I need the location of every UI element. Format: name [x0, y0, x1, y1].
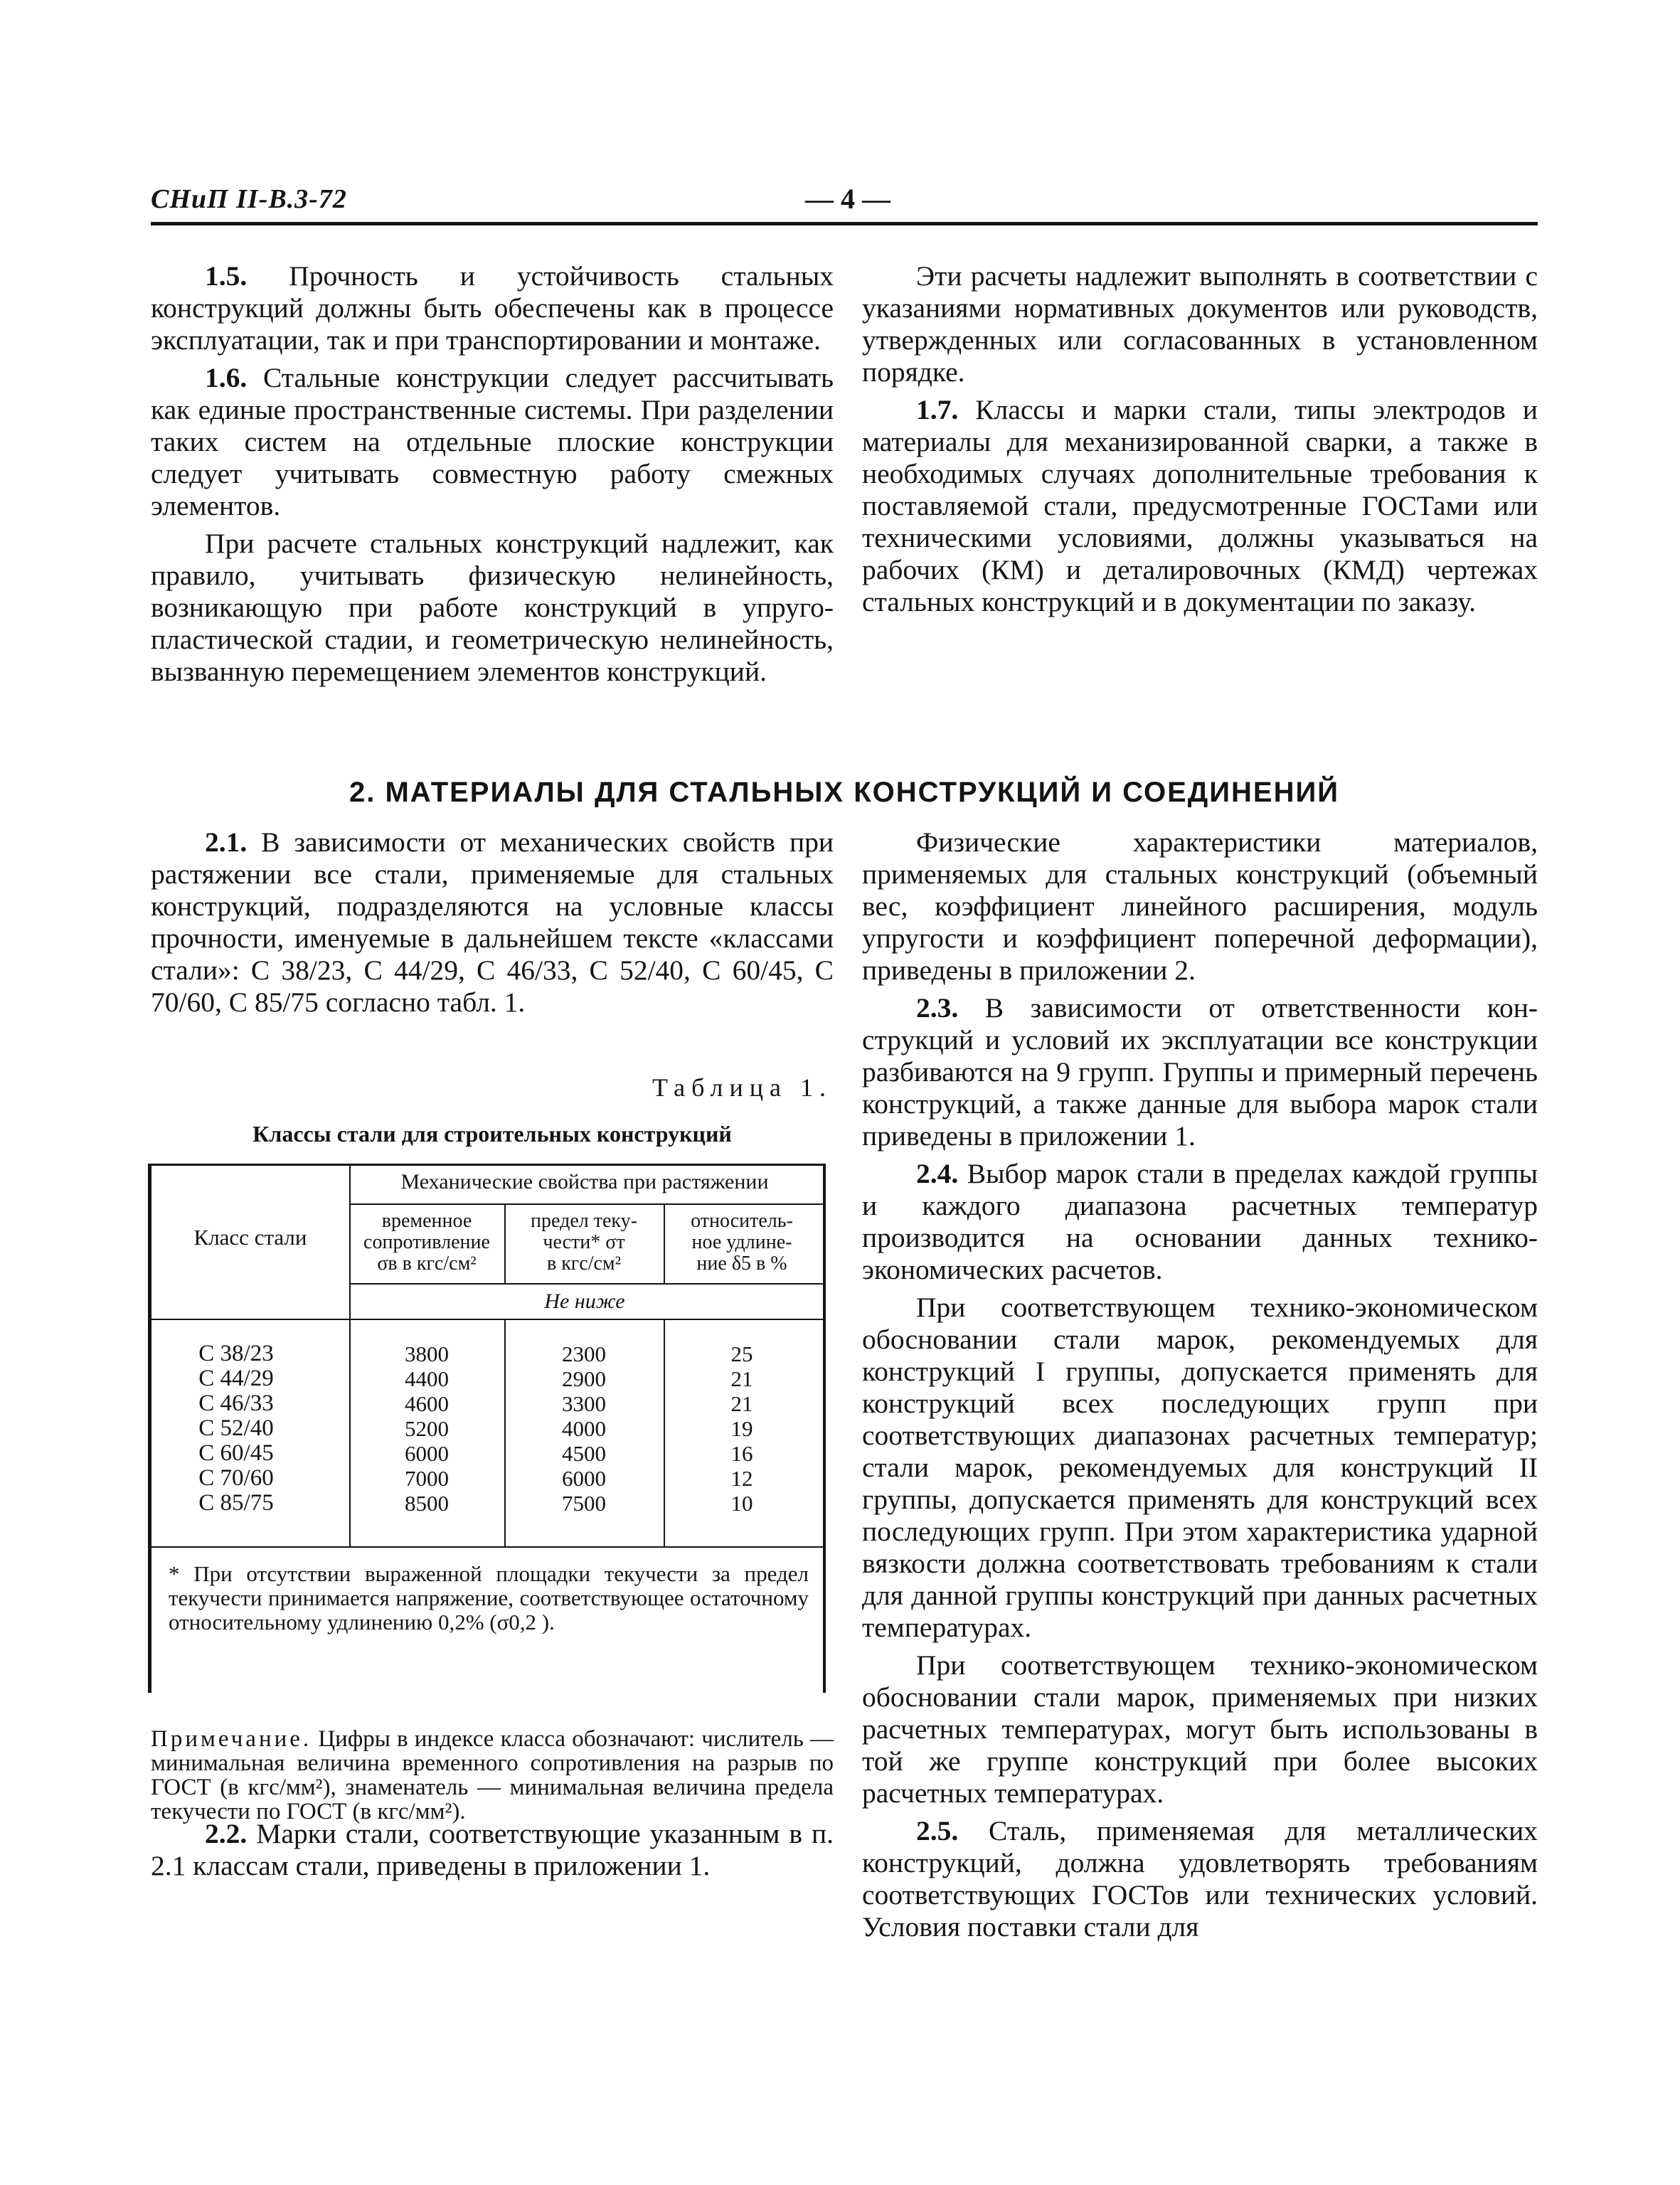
- right-column-top: [862, 260, 1538, 624]
- table-cell-yield: 7500: [562, 1491, 606, 1516]
- table-cell-class: С 46/33: [198, 1391, 274, 1416]
- header-line: относитель-: [691, 1210, 793, 1232]
- header-line: ное удлине-: [691, 1231, 792, 1253]
- table-cell-class: С 38/23: [198, 1341, 274, 1366]
- paragraph: [151, 826, 834, 1019]
- table-caption: Классы стали для строительных конструкций: [252, 1121, 732, 1147]
- page-number: — 4 —: [805, 183, 890, 215]
- table-cell-elongation: 16: [730, 1441, 753, 1466]
- table-cell-elongation: 19: [730, 1416, 753, 1441]
- table-cell-tensile: 6000: [405, 1441, 449, 1466]
- paragraph-text: В зависимости от ответственности конструкций и условий их эксплуатации все конструкции разбиваются на 9 групп. Группы и примерный перечень конструкций, а также данные для выбора марок стали приведены в приложении 1.: [862, 992, 1538, 1152]
- paragraph-text: В зависимости от механических свойств при растяжении все стали, применяемые для стальных конструкций, подразделяются на условные классы прочности, именуемые в дальнейшем тексте «классами стали»: С 38/23, С 44/29, С 46/33, С 52/40, С 60/45, С 70/60, С 85/75 согласно табл. 1.: [151, 826, 834, 1018]
- table-cell-tensile: 8500: [405, 1491, 449, 1516]
- table-top-border: [151, 1164, 823, 1166]
- table-cell-elongation: 25: [730, 1341, 753, 1366]
- paragraph: [862, 1158, 1538, 1286]
- paragraph: [862, 1815, 1538, 1943]
- table-cell-class: С 60/45: [198, 1440, 274, 1466]
- header-line: σв в кгс/см²: [377, 1253, 477, 1275]
- table-cell-class: С 85/75: [198, 1490, 274, 1516]
- paragraph: [862, 826, 1538, 987]
- left-column-bottom: [151, 1818, 834, 1888]
- header-elongation: [664, 1211, 820, 1275]
- subheader-min: Не ниже: [544, 1290, 625, 1313]
- paragraph: [151, 260, 834, 356]
- table-cell-elongation: 21: [730, 1366, 753, 1391]
- left-column-middle: [151, 826, 834, 1024]
- paragraph: [862, 260, 1538, 388]
- table-cell-class: С 70/60: [198, 1465, 274, 1491]
- paragraph-text: При расчете стальных конструкций надлежит, как правило, учитывать физическую нелинейность, возникающую при работе конструкций в упруго-пластической стадии, и геометрическую нелинейность, вызванную перемещением элементов конструкций.: [151, 528, 834, 687]
- paragraph-text: Выбор марок стали в пределах каждой группы и каждого диапазона расчетных температур производится на основании данных технико-экономических расчетов.: [862, 1158, 1538, 1285]
- header-line: предел теку-: [531, 1210, 637, 1232]
- paragraph-number: 1.7.: [916, 394, 959, 425]
- table-divider: [349, 1203, 823, 1205]
- table-label: Таблица 1.: [652, 1073, 832, 1102]
- paragraph-text: При соответствующем технико-экономическом обосновании стали марок, применяемых при низких расчетных температурах, могут быть использованы в той же группе конструкций при более высоких расчетных температурах.: [862, 1649, 1538, 1809]
- paragraph-number: 2.1.: [205, 826, 248, 858]
- document-code: СНиП II-В.3-72: [151, 184, 347, 214]
- left-column-top: [151, 260, 834, 693]
- table-cell-yield: 4500: [562, 1441, 606, 1466]
- note-text: Цифры в индексе класса обозначают: числитель — минимальная величина временного сопротивления на разрыв по ГОСТ (в кгс/мм²), знаменатель — минимальная величина предела текучести по ГОСТ (в кгс/мм²).: [151, 1726, 834, 1824]
- paragraph: [862, 1649, 1538, 1809]
- note-label: Примечание.: [151, 1726, 312, 1752]
- table-cell-class: С 44/29: [198, 1366, 274, 1391]
- table-divider: [349, 1283, 823, 1285]
- paragraph-text: Эти расчеты надлежит выполнять в соответствии с указаниями нормативных документов или руководств, утвержденных или согласованных в установленном порядке.: [862, 260, 1538, 388]
- header-line: временное: [381, 1210, 472, 1232]
- header-line: чести* σт: [543, 1231, 625, 1253]
- section-title: 2. МАТЕРИАЛЫ ДЛЯ СТАЛЬНЫХ КОНСТРУКЦИЙ И СОЕДИНЕНИЙ: [349, 777, 1339, 808]
- paragraph: [151, 362, 834, 522]
- paragraph: [151, 1818, 834, 1882]
- table-cell-yield: 6000: [562, 1466, 606, 1491]
- paragraph-text: Классы и марки стали, типы электродов и материалы для механизированной сварки, а также в необходимых случаях дополнительные требования к поставляемой стали, предусмотренные ГОСТами или техническими условиями, должны указываться на рабочих (КМ) и деталировочных (КМД) чертежах стальных конструкций и в документации по заказу.: [862, 394, 1538, 617]
- paragraph-text: При соответствующем технико-экономическом обосновании стали марок, рекомендуемых для конструкций I группы, допускается применять для конструкций всех последующих групп при соответствующих диапазонах расчетных температур; стали марок, рекомендуемых для конструкций II группы, допускается применять для конструкций всех последующих групп. При этом характеристика ударной вязкости должна соответствовать требованиям к стали для данной группы конструкций при данных расчетных температурах.: [862, 1292, 1538, 1643]
- table-cell-class: С 52/40: [198, 1415, 274, 1441]
- header-class: Класс стали: [193, 1225, 307, 1250]
- paragraph-number: 2.2.: [205, 1818, 248, 1849]
- paragraph-text: Сталь, применяемая для металлических конструкций, должна удовлетворять требованиям соответствующих ГОСТов или технических условий. Условия поставки стали для: [862, 1815, 1538, 1942]
- table-cell-elongation: 10: [730, 1491, 753, 1516]
- paragraph-text: Стальные конструкции следует рассчитывать как единые пространственные системы. При разделении таких систем на отдельные плоские конструкции следует учитывать совместную работу смежных элементов.: [151, 362, 834, 521]
- table-cell-yield: 3300: [562, 1391, 606, 1416]
- table-cell-elongation: 21: [730, 1391, 753, 1416]
- header-line: ние δ5 в %: [696, 1253, 787, 1275]
- table-note: [151, 1727, 834, 1824]
- table-footnote: * При отсутствии выраженной площадки текучести за предел текучести принимается напряжение, соответствующее остаточному относительному удлинению 0,2% (σ0,2 ).: [169, 1561, 809, 1634]
- table-cell-elongation: 12: [730, 1466, 753, 1491]
- header-tensile-strength: [349, 1211, 504, 1275]
- table-cell-tensile: 5200: [405, 1416, 449, 1441]
- paragraph-text: Физические характеристики материалов, применяемых для стальных конструкций (объемный вес, коэффициент линейного расширения, модуль упругости и коэффициент поперечной деформации), приведены в приложении 2.: [862, 826, 1538, 986]
- table-cell-tensile: 3800: [405, 1341, 449, 1366]
- paragraph: [862, 394, 1538, 618]
- paragraph-number: 2.4.: [916, 1158, 959, 1189]
- paragraph-number: 2.5.: [916, 1815, 959, 1846]
- paragraph-text: Прочность и устойчивость стальных конструкций должны быть обеспечены как в процессе эксплуатации, так и при транспортировании и монтаже.: [151, 260, 834, 356]
- table-cell-tensile: 4400: [405, 1366, 449, 1391]
- header-yield-strength: [504, 1211, 664, 1275]
- table-cell-tensile: 4600: [405, 1391, 449, 1416]
- table-divider: [151, 1546, 823, 1548]
- right-column-middle: [862, 826, 1538, 1949]
- paragraph-number: 1.5.: [205, 260, 248, 292]
- table-cell-yield: 2900: [562, 1366, 606, 1391]
- paragraph-text: Марки стали, соответствующие указанным в п. 2.1 классам стали, приведены в приложении 1.: [151, 1818, 834, 1881]
- paragraph-number: 2.3.: [916, 992, 959, 1024]
- paragraph-number: 1.6.: [205, 362, 248, 393]
- header-line: в кгс/см²: [546, 1253, 622, 1275]
- table-cell-yield: 2300: [562, 1341, 606, 1366]
- steel-classes-table: [148, 1164, 826, 1693]
- paragraph: [151, 528, 834, 688]
- table-cell-tensile: 7000: [405, 1466, 449, 1491]
- paragraph: [862, 992, 1538, 1152]
- table-divider: [151, 1319, 823, 1320]
- header-group: Механические свойства при растяжении: [400, 1170, 769, 1193]
- page-header: [151, 179, 1538, 225]
- paragraph: [862, 1292, 1538, 1644]
- header-line: сопротивление: [363, 1231, 490, 1253]
- table-cell-yield: 4000: [562, 1416, 606, 1441]
